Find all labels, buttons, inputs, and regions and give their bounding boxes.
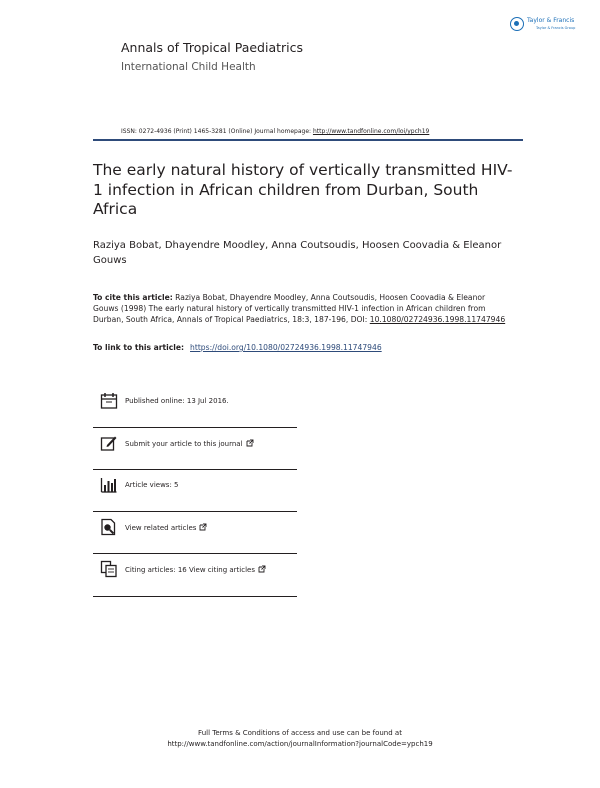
footer-terms-link[interactable]: http://www.tandfonline.com/action/journalInformation?journalCode=ypch19 [167, 740, 433, 748]
citing-articles-icon [100, 560, 118, 578]
meta-published-text: Published online: 13 Jul 2016. [125, 397, 229, 405]
external-link-icon [246, 439, 254, 447]
external-link-icon [258, 565, 266, 573]
article-link-line [93, 343, 382, 352]
calendar-icon [100, 392, 118, 410]
meta-item-related[interactable] [93, 512, 297, 554]
meta-citing-text: Citing articles: 16 View citing articles [125, 566, 255, 574]
meta-submit-link[interactable] [125, 439, 254, 448]
issn-text: ISSN: 0272-4936 (Print) 1465-3281 (Online) Journal homepage: [121, 128, 313, 135]
meta-item-published [93, 386, 297, 428]
header-divider [93, 139, 523, 141]
meta-item-submit[interactable] [93, 428, 297, 470]
meta-views-text: Article views: 5 [125, 481, 179, 489]
citation-label: To cite this article: [93, 293, 173, 302]
meta-related-text: View related articles [125, 524, 197, 532]
article-doi-link[interactable]: https://doi.org/10.1080/02724936.1998.11747946 [190, 343, 382, 352]
publisher-name: Taylor & Francis [527, 17, 575, 24]
journal-subtitle: International Child Health [121, 61, 256, 73]
bar-chart-icon [100, 476, 118, 494]
meta-citing-link[interactable] [125, 565, 266, 574]
meta-item-views [93, 470, 297, 512]
publisher-logo[interactable] [510, 14, 586, 36]
meta-related-link[interactable] [125, 523, 207, 532]
meta-submit-text: Submit your article to this journal [125, 440, 243, 448]
publisher-tagline: Taylor & Francis Group [536, 26, 576, 30]
citation-block [93, 292, 513, 325]
article-authors: Raziya Bobat, Dhayendre Moodley, Anna Coutsoudis, Hoosen Coovadia & Eleanor Gouws [93, 240, 502, 266]
citation-doi-link[interactable]: 10.1080/02724936.1998.11747946 [369, 315, 506, 324]
publisher-logo-icon [510, 17, 524, 31]
meta-item-citing[interactable] [93, 554, 297, 597]
footer [0, 728, 600, 750]
edit-icon [100, 434, 118, 452]
article-meta-list [93, 386, 297, 597]
article-title: The early natural history of vertically transmitted HIV-1 infection in African children from Durban, South Africa [93, 161, 513, 218]
issn-line [121, 128, 429, 135]
external-link-icon [199, 523, 207, 531]
article-link-label: To link to this article: [93, 343, 185, 352]
citation-text: Raziya Bobat, Dhayendre Moodley, Anna Coutsoudis, Hoosen Coovadia & Eleanor Gouws (1998) The early natural history of vertically transmitted HIV-1 infection in African children from Durban, South Africa, Annals of Tropical Paediatrics, 18:3, 187-196, DOI: [93, 293, 486, 324]
footer-terms-text: Full Terms & Conditions of access and use can be found at [198, 729, 402, 737]
journal-homepage-link[interactable]: http://www.tandfonline.com/loi/ypch19 [312, 128, 430, 135]
search-document-icon [100, 518, 118, 536]
journal-title: Annals of Tropical Paediatrics [121, 40, 304, 55]
